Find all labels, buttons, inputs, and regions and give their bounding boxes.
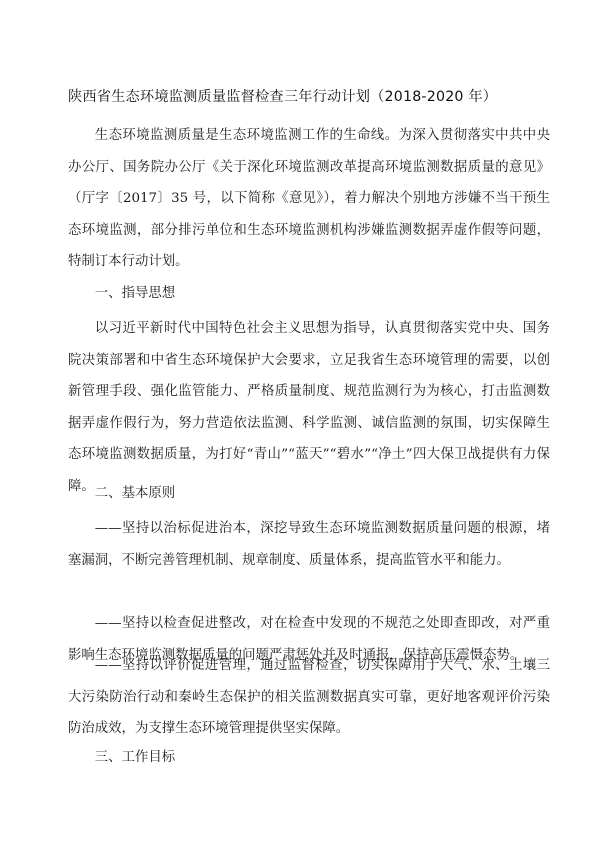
section-paragraph: 以习近平新时代中国特色社会主义思想为指导，认真贯彻落实党中央、国务院决策部署和中省生态环境保护大会要求，立足我省生态环境管理的需要，以创新管理手段、强化监管能力、严格质量制度、规范监测行为为核心，打击监测数据弄虚作假行为，努力营造依法监测、科学监测、诚信监测的氛围，切实保障生态环境监测数据质量，为打好“青山”“蓝天”“碧水”“净土”四大保卫战提供有力保障。 [68,321,550,494]
section-paragraph: ——坚持以治标促进治本，深挖导致生态环境监测数据质量问题的根源，堵塞漏洞，不断完善管理机制、规章制度、质量体系，提高监管水平和能力。 [68,521,550,568]
document-title: 陕西省生态环境监测质量监督检查三年行动计划（2018-2020 年） [68,89,498,105]
section-paragraph: ——坚持以检查促进整改，对在检查中发现的不规范之处即查即改，对严重影响生态环境监测数据质量的问题严肃惩处并及时通报，保持高压震慑态势。 [68,616,550,663]
section-heading-guiding-ideology: 一、指导思想 [94,286,176,301]
section-heading-basic-principles: 二、基本原则 [94,486,176,501]
section-heading-work-objectives: 三、工作目标 [94,750,176,765]
intro-paragraph: 生态环境监测质量是生态环境监测工作的生命线。为深入贯彻落实中共中央办公厅、国务院办公厅《关于深化环境监测改革提高环境监测数据质量的意见》（厅字〔2017〕35 号，以下简称《意见》），着力解决个别地方涉嫌不当干预生态环境监测，部分排污单位和生态环境监测机构涉嫌监测数据弄虚作假等问题，特制订本行动计划。 [68,128,550,270]
section-paragraph: ——坚持以评价促进管理，通过监督检查，切实保障用于大气、水、土壤三大污染防治行动和秦岭生态保护的相关监测数据真实可靠，更好地客观评价污染防治成效，为支撑生态环境管理提供坚实保障。 [68,658,550,737]
